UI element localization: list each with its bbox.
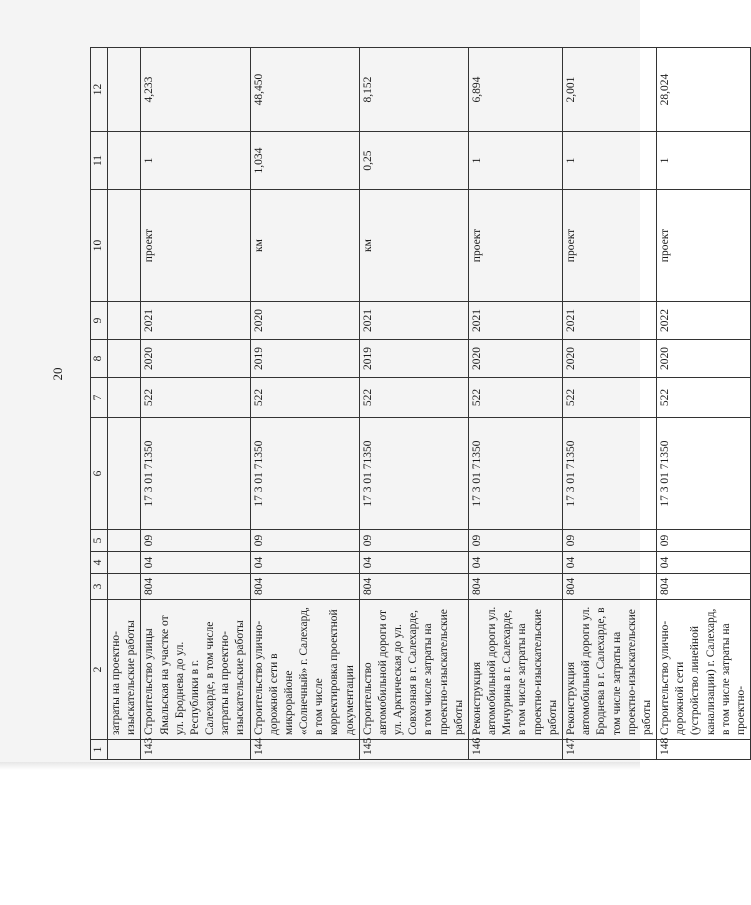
table-cell: 1,034 (250, 132, 359, 190)
row-number: 144 (250, 740, 359, 760)
header-cell: 2 (91, 600, 108, 740)
table-cell: 17 3 01 71350 (657, 418, 751, 530)
table-cell (108, 418, 141, 530)
rotated-table-container (90, 48, 747, 760)
table-cell: 09 (657, 530, 751, 552)
table-cell: 2,001 (562, 48, 656, 132)
table-cell: 804 (141, 574, 250, 600)
header-cell: 8 (91, 340, 108, 378)
page-number: 20 (50, 367, 65, 381)
table-cell: 04 (657, 552, 751, 574)
table-cell: 522 (562, 378, 656, 418)
row-description: Реконструкция автомобильной дороги ул. Мичурина в г. Салехарде, в том числе затраты на проектно-изыскательские работы (468, 600, 562, 740)
table-cell: 1 (562, 132, 656, 190)
header-cell: 6 (91, 418, 108, 530)
table-cell (108, 740, 141, 760)
table-cell: 522 (141, 378, 250, 418)
table-cell: 2019 (250, 340, 359, 378)
row-description: Строительство улично-дорожной сети (устройство линейной канализации) г. Салехард, в том числе затраты на проектно- (657, 600, 751, 740)
table-cell: 2021 (468, 302, 562, 340)
continuation-description: затраты на проектно-изыскательские работы (108, 600, 141, 740)
table-cell: проект (468, 190, 562, 302)
table-cell (108, 574, 141, 600)
header-cell: 3 (91, 574, 108, 600)
table-cell (108, 302, 141, 340)
table-cell: 2021 (562, 302, 656, 340)
row-description: Строительство автомобильной дороги от ул. Арктическая до ул. Совхозная в г. Салехарде, в том числе затраты на проектно-изыскательские работы (359, 600, 468, 740)
row-number: 143 (141, 740, 250, 760)
table-cell: 8,152 (359, 48, 468, 132)
table-cell: 09 (359, 530, 468, 552)
row-description: Строительство улицы Ямальская на участке от ул. Броднева до ул. Республики в г. Салехарде, в том числе затраты на проектно-изыскательские работы (141, 600, 250, 740)
table-cell: 2019 (359, 340, 468, 378)
table-cell: 2020 (562, 340, 656, 378)
table-cell: 522 (657, 378, 751, 418)
table-cell: 17 3 01 71350 (562, 418, 656, 530)
table-cell: 2022 (657, 302, 751, 340)
header-cell: 10 (91, 190, 108, 302)
table-cell: 28,024 (657, 48, 751, 132)
table-cell: 09 (562, 530, 656, 552)
table-cell: 17 3 01 71350 (250, 418, 359, 530)
header-cell: 9 (91, 302, 108, 340)
table-cell: 522 (250, 378, 359, 418)
table-cell: 2020 (141, 340, 250, 378)
table-cell (108, 190, 141, 302)
table-row (468, 48, 562, 760)
table-cell: 0,25 (359, 132, 468, 190)
table-cell (108, 378, 141, 418)
table-cell: 04 (141, 552, 250, 574)
table-cell: проект (141, 190, 250, 302)
table-cell: 804 (562, 574, 656, 600)
row-number: 147 (562, 740, 656, 760)
table-row (562, 48, 656, 760)
table-cell: 2020 (468, 340, 562, 378)
table-cell: 1 (657, 132, 751, 190)
table-cell: 2021 (359, 302, 468, 340)
table-cell: 522 (359, 378, 468, 418)
table-cell: 804 (250, 574, 359, 600)
table-cell: 09 (468, 530, 562, 552)
table-cell: 09 (250, 530, 359, 552)
row-number: 148 (657, 740, 751, 760)
table-cell: 522 (468, 378, 562, 418)
table-cell: 04 (250, 552, 359, 574)
header-row (91, 48, 108, 760)
continuation-row (108, 48, 141, 760)
table-cell: проект (562, 190, 656, 302)
table-cell: 1 (468, 132, 562, 190)
table-row (250, 48, 359, 760)
header-cell: 11 (91, 132, 108, 190)
table-cell: 804 (468, 574, 562, 600)
table-cell: 804 (657, 574, 751, 600)
table-cell: 04 (468, 552, 562, 574)
table-cell: 2020 (657, 340, 751, 378)
table-cell: км (250, 190, 359, 302)
header-cell: 12 (91, 48, 108, 132)
row-description: Строительство улично-дорожной сети в микрорайоне «Солнечный» г. Салехард, в том числе корректировка проектной документации (250, 600, 359, 740)
table-cell: 6,894 (468, 48, 562, 132)
table-cell (108, 552, 141, 574)
table-cell: 2021 (141, 302, 250, 340)
table-cell: 09 (141, 530, 250, 552)
table-cell: 804 (359, 574, 468, 600)
table-cell: 17 3 01 71350 (141, 418, 250, 530)
table-row (657, 48, 751, 760)
table-row (141, 48, 250, 760)
table-cell: 17 3 01 71350 (359, 418, 468, 530)
table-cell: 04 (359, 552, 468, 574)
header-cell: 7 (91, 378, 108, 418)
table-cell: 04 (562, 552, 656, 574)
table-row (359, 48, 468, 760)
row-number: 146 (468, 740, 562, 760)
table-cell: проект (657, 190, 751, 302)
table-cell (108, 530, 141, 552)
budget-table (90, 47, 751, 760)
row-description: Реконструкция автомобильной дороги ул. Броднева в г. Салехарде, в том числе затраты на проектно-изыскательские работы (562, 600, 656, 740)
header-cell: 1 (91, 740, 108, 760)
table-cell: 2020 (250, 302, 359, 340)
table-cell (108, 48, 141, 132)
row-number: 145 (359, 740, 468, 760)
page-edge-shadow (0, 762, 640, 770)
table-cell: 48,450 (250, 48, 359, 132)
table-cell: 17 3 01 71350 (468, 418, 562, 530)
table-cell (108, 340, 141, 378)
table-cell: 1 (141, 132, 250, 190)
table-cell (108, 132, 141, 190)
table-cell: 4,233 (141, 48, 250, 132)
table-cell: км (359, 190, 468, 302)
header-cell: 4 (91, 552, 108, 574)
header-cell: 5 (91, 530, 108, 552)
